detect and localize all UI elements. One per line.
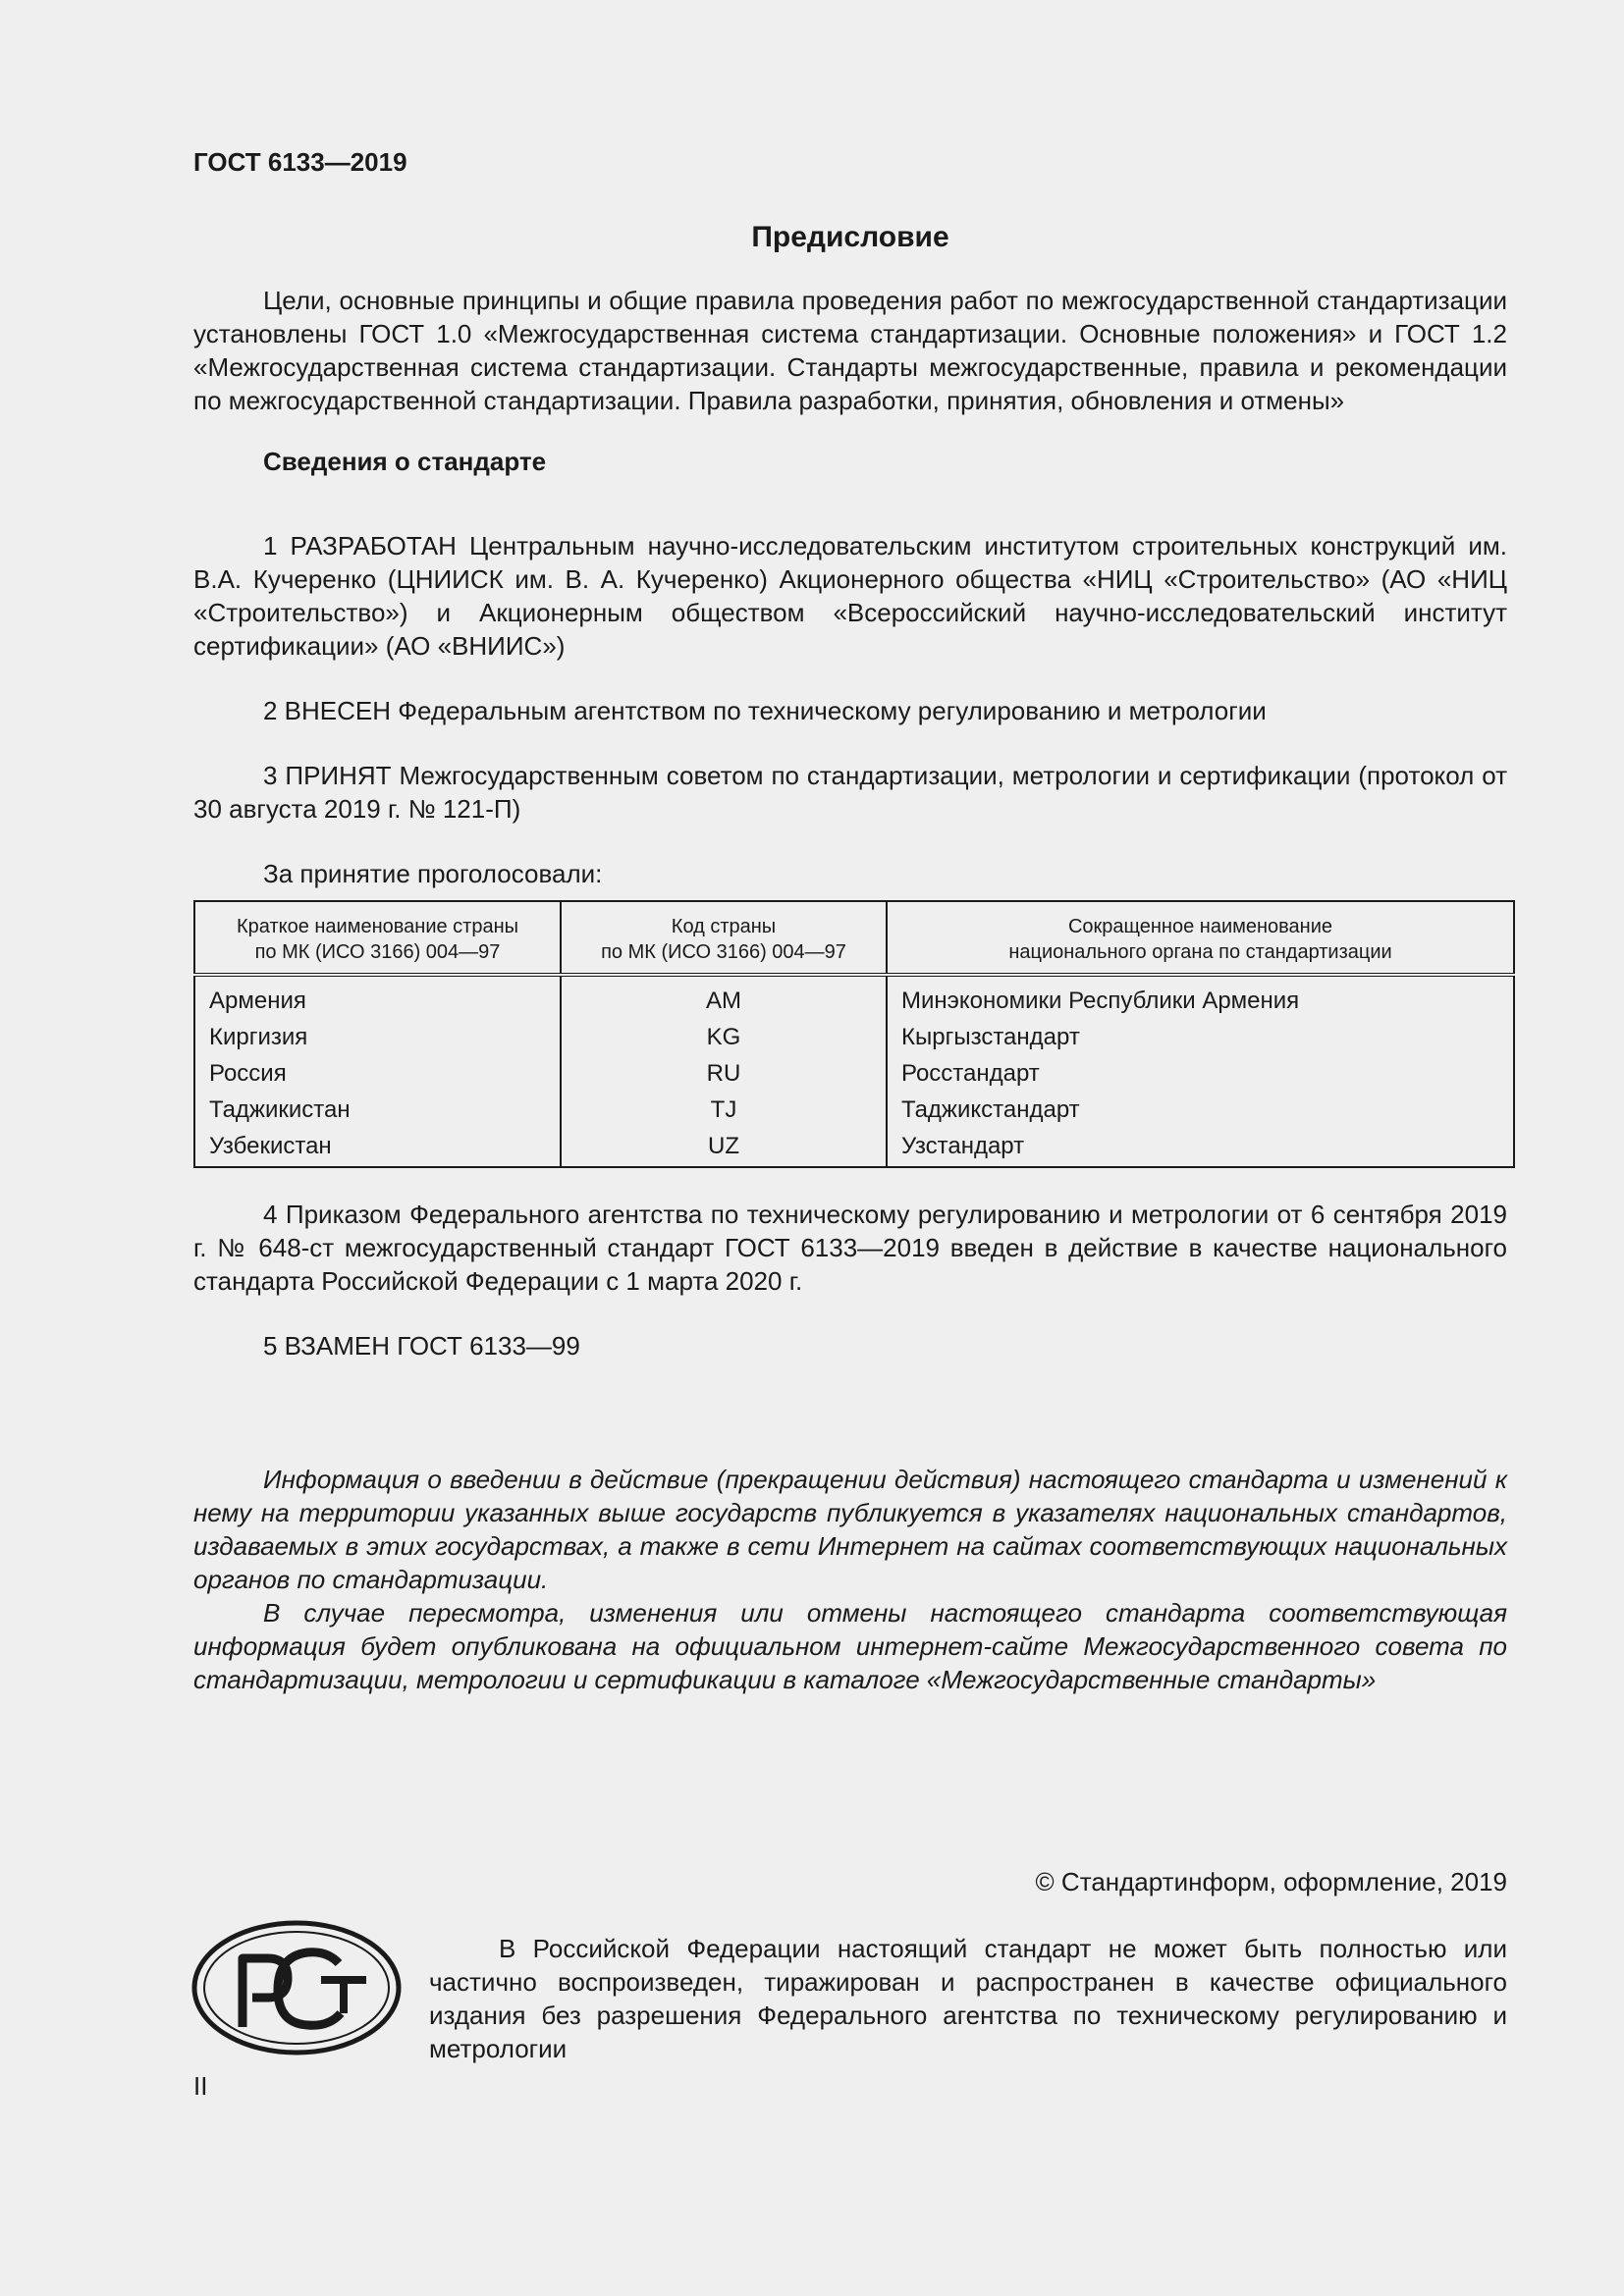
preface-section: [193, 221, 1507, 1696]
item-developed: 1 РАЗРАБОТАН Центральным научно-исследовательским институтом строительных конструкций им. В.А. Кучеренко (ЦНИИСК им. В. А. Кучеренко) Акционерного общества «НИЦ «Строительство» (АО «НИЦ «Строительство») и Акционерным обществом «Всероссийский научно-исследовательский институт сертификации» (АО «ВНИИС»): [193, 531, 1507, 661]
cell-country: Узбекистан: [209, 1133, 332, 1159]
table-row: [194, 1055, 1514, 1092]
cell-country: Армения: [209, 988, 306, 1014]
column-header-country-line2: по МК (ИСО 3166) 004—97: [254, 941, 501, 963]
cell-body: Минэкономики Республики Армения: [887, 975, 1514, 1019]
copyright-line: © Стандартинформ, оформление, 2019: [1035, 1867, 1507, 1896]
cell-body: Узстандарт: [887, 1128, 1514, 1167]
document-code: ГОСТ 6133—2019: [193, 147, 407, 177]
item-enacted: 4 Приказом Федерального агентства по техническому регулированию и метрологии от 6 сентября 2019 г. № 648-ст межгосударственный стандарт ГОСТ 6133—2019 введен в действие в качестве национального стандарта Российской Федерации с 1 марта 2020 г.: [193, 1200, 1507, 1296]
preface-title: Предисловие: [751, 221, 949, 253]
cell-code: UZ: [561, 1128, 887, 1167]
column-header-body: [887, 901, 1514, 975]
reproduction-notice: [429, 1932, 1507, 2065]
item-replaced: 5 ВЗАМЕН ГОСТ 6133—99: [263, 1331, 580, 1361]
cell-body: Таджикстандарт: [887, 1092, 1514, 1128]
cell-body: Росстандарт: [887, 1055, 1514, 1092]
table-row: [194, 1128, 1514, 1167]
rst-certification-logo-icon: [191, 1919, 403, 2056]
item-adopted: 3 ПРИНЯТ Межгосударственным советом по стандартизации, метрологии и сертификации (протокол от 30 августа 2019 г. № 121-П): [193, 761, 1507, 824]
cell-code: AM: [561, 975, 887, 1019]
column-header-code-line2: по МК (ИСО 3166) 004—97: [601, 941, 846, 963]
table-row: [194, 1019, 1514, 1055]
column-header-code-line1: Код страны: [671, 916, 777, 937]
item-introduced: 2 ВНЕСЕН Федеральным агентством по техническому регулированию и метрологии: [263, 696, 1267, 725]
cell-country: Киргизия: [209, 1024, 308, 1050]
cell-country: Россия: [209, 1060, 287, 1087]
notice-revision: В случае пересмотра, изменения или отмены настоящего стандарта соответствующая информация будет опубликована на официальном интернет-сайте Межгосударственного совета по стандартизации, метрологии и сертификации в каталоге «Межгосударственные стандарты»: [193, 1598, 1507, 1694]
cell-body: Кыргызстандарт: [887, 1019, 1514, 1055]
cell-country: Таджикистан: [209, 1096, 351, 1123]
preface-intro: Цели, основные принципы и общие правила проведения работ по межгосударственной стандартизации установлены ГОСТ 1.0 «Межгосударственная система стандартизации. Основные положения» и ГОСТ 1.2 «Межгосударственная система стандартизации. Стандарты межгосударственные, правила и рекомендации по межгосударственной стандартизации. Правила разработки, принятия, обновления и отмены»: [193, 286, 1507, 415]
column-header-body-line1: Сокращенное наименование: [1067, 916, 1333, 937]
column-header-country: [194, 901, 561, 975]
table-row: [194, 1092, 1514, 1128]
votes-table: [193, 900, 1515, 1168]
reproduction-text: В Российской Федерации настоящий стандарт не может быть полностью или частично воспроизведен, тиражирован и распространен в качестве официального издания без разрешения Федерального агентства по техническому регулированию и метрологии: [429, 1934, 1507, 2063]
voted-label: За принятие проголосовали:: [263, 859, 603, 888]
column-header-country-line1: Краткое наименование страны: [236, 916, 519, 937]
column-header-body-line2: национального органа по стандартизации: [1008, 941, 1392, 963]
notice-publication: Информация о введении в действие (прекращении действия) настоящего стандарта и изменений к нему на территории указанных выше государств публикуется в указателях национальных стандартов, издаваемых в этих государствах, а также в сети Интернет на сайтах соответствующих национальных органов по стандартизации.: [193, 1465, 1507, 1594]
cell-code: KG: [561, 1019, 887, 1055]
standard-info-heading: Сведения о стандарте: [263, 447, 547, 476]
cell-code: RU: [561, 1055, 887, 1092]
table-row: [194, 975, 1514, 1019]
cell-code: TJ: [561, 1092, 887, 1128]
column-header-code: [561, 901, 887, 975]
page-number: II: [193, 2071, 208, 2101]
table-header-row: [194, 901, 1514, 975]
